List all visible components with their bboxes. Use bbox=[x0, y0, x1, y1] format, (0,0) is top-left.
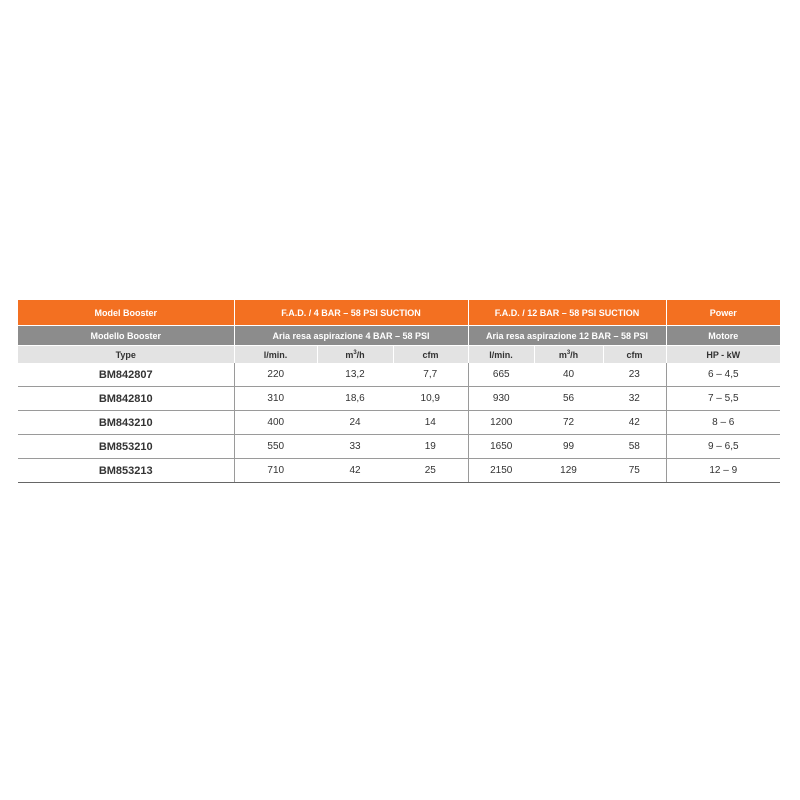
lmin-12bar-cell: 1650 bbox=[468, 435, 534, 459]
unit-cfm-12bar: cfm bbox=[603, 346, 666, 364]
model-cell: BM842810 bbox=[18, 387, 234, 411]
header-aria-12bar: Aria resa aspirazione 12 BAR – 58 PSI bbox=[468, 326, 666, 346]
power-cell: 8 – 6 bbox=[666, 411, 780, 435]
unit-lmin-12bar: l/min. bbox=[468, 346, 534, 364]
cfm-12bar-cell: 32 bbox=[603, 387, 666, 411]
header-motore: Motore bbox=[666, 326, 780, 346]
m3h-12bar-cell: 40 bbox=[534, 363, 603, 387]
power-cell: 9 – 6,5 bbox=[666, 435, 780, 459]
cfm-12bar-cell: 75 bbox=[603, 459, 666, 483]
unit-m3h-4bar-base: m bbox=[345, 349, 354, 360]
model-cell: BM853210 bbox=[18, 435, 234, 459]
cfm-4bar-cell: 14 bbox=[393, 411, 468, 435]
m3h-12bar-cell: 99 bbox=[534, 435, 603, 459]
power-cell: 6 – 4,5 bbox=[666, 363, 780, 387]
unit-m3h-4bar-sup: 3 bbox=[353, 349, 357, 356]
header-model: Model Booster bbox=[18, 300, 234, 326]
power-cell: 7 – 5,5 bbox=[666, 387, 780, 411]
lmin-12bar-cell: 665 bbox=[468, 363, 534, 387]
lmin-12bar-cell: 2150 bbox=[468, 459, 534, 483]
lmin-4bar-cell: 400 bbox=[234, 411, 317, 435]
unit-m3h-12bar bbox=[534, 346, 603, 364]
unit-m3h-12bar-sup: 3 bbox=[566, 349, 571, 356]
cfm-4bar-cell: 10,9 bbox=[393, 387, 468, 411]
m3h-12bar-cell: 72 bbox=[534, 411, 603, 435]
model-cell: BM843210 bbox=[18, 411, 234, 435]
m3h-4bar-cell: 13,2 bbox=[317, 363, 393, 387]
table-row bbox=[18, 363, 780, 387]
m3h-4bar-cell: 24 bbox=[317, 411, 393, 435]
unit-lmin-4bar: l/min. bbox=[234, 346, 317, 364]
m3h-12bar-cell: 56 bbox=[534, 387, 603, 411]
m3h-12bar-cell: 129 bbox=[534, 459, 603, 483]
unit-m3h-12bar-suffix: /h bbox=[570, 349, 579, 360]
power-cell: 12 – 9 bbox=[666, 459, 780, 483]
unit-m3h-4bar-suffix: /h bbox=[356, 349, 365, 360]
lmin-4bar-cell: 310 bbox=[234, 387, 317, 411]
header-fad-12bar: F.A.D. / 12 BAR – 58 PSI SUCTION bbox=[468, 300, 666, 326]
lmin-12bar-cell: 930 bbox=[468, 387, 534, 411]
unit-m3h-12bar-base: m bbox=[558, 349, 567, 360]
header-row-units bbox=[18, 346, 780, 364]
table-row bbox=[18, 435, 780, 459]
cfm-4bar-cell: 19 bbox=[393, 435, 468, 459]
unit-m3h-4bar bbox=[317, 346, 393, 364]
lmin-4bar-cell: 550 bbox=[234, 435, 317, 459]
booster-spec-table bbox=[18, 300, 780, 483]
header-modello: Modello Booster bbox=[18, 326, 234, 346]
unit-hp-kw: HP - kW bbox=[666, 346, 780, 364]
unit-cfm-4bar: cfm bbox=[393, 346, 468, 364]
m3h-4bar-cell: 18,6 bbox=[317, 387, 393, 411]
cfm-4bar-cell: 25 bbox=[393, 459, 468, 483]
header-power: Power bbox=[666, 300, 780, 326]
header-row-english bbox=[18, 300, 780, 326]
lmin-12bar-cell: 1200 bbox=[468, 411, 534, 435]
m3h-4bar-cell: 42 bbox=[317, 459, 393, 483]
lmin-4bar-cell: 710 bbox=[234, 459, 317, 483]
header-fad-4bar: F.A.D. / 4 BAR – 58 PSI SUCTION bbox=[234, 300, 468, 326]
cfm-4bar-cell: 7,7 bbox=[393, 363, 468, 387]
model-cell: BM853213 bbox=[18, 459, 234, 483]
lmin-4bar-cell: 220 bbox=[234, 363, 317, 387]
table-row bbox=[18, 387, 780, 411]
header-aria-4bar: Aria resa aspirazione 4 BAR – 58 PSI bbox=[234, 326, 468, 346]
cfm-12bar-cell: 58 bbox=[603, 435, 666, 459]
model-cell: BM842807 bbox=[18, 363, 234, 387]
unit-type: Type bbox=[18, 346, 234, 364]
table-row bbox=[18, 459, 780, 483]
table-row bbox=[18, 411, 780, 435]
cfm-12bar-cell: 23 bbox=[603, 363, 666, 387]
m3h-4bar-cell: 33 bbox=[317, 435, 393, 459]
header-row-italian bbox=[18, 326, 780, 346]
cfm-12bar-cell: 42 bbox=[603, 411, 666, 435]
